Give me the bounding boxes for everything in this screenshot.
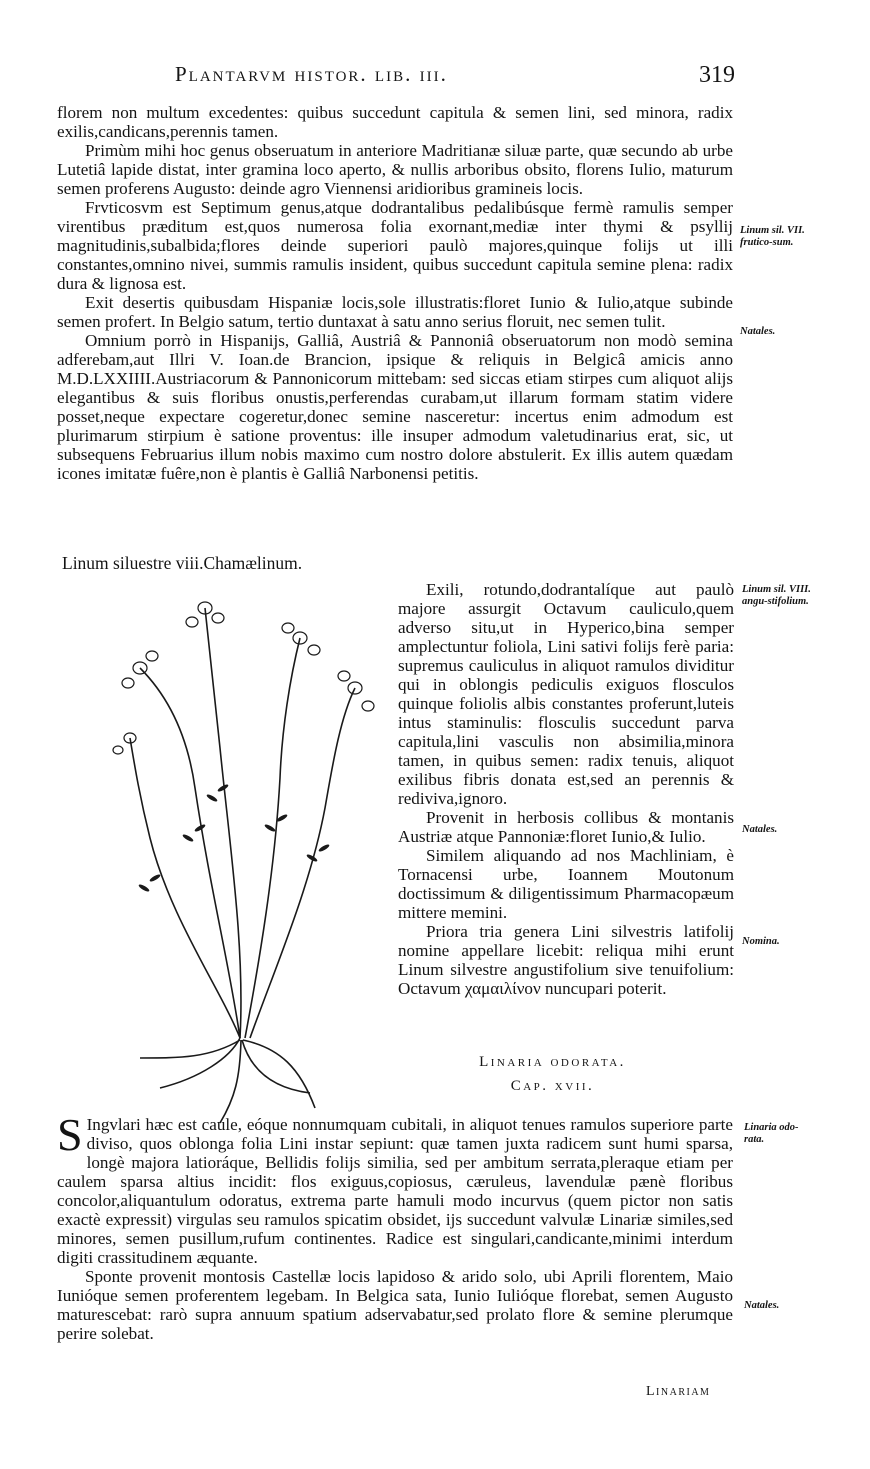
paragraph-text: Ingvlari hæc est caule, eóque nonnumquam cubitali, in aliquot tenues ramulos superiore parte diviso, quos oblonga folia Lini instar sepiunt: quæ tamen juxta radicem sunt humi sparsa, longè majora latioráque, Bellidis folijs similia, sed per ambitum serrata,pleraque etiam per caulem sparsa altius incidit: flos exiguus,copiosus, cæruleus, lavendulæ pænè floribus concolor,aliquantulum odoratus, extrema parte hamuli modo incurvus (quem pictor non satis exactè expressit) virgulas seu ramulos spicatim obsidet, ijs succedunt valvulæ Linariæ similes,sed minores, semen pusillum,rufum continentes. Radice est singulari,candicante,minimi interdum digiti crassitudinem æquante. bbox=[57, 1115, 733, 1267]
paragraph: Primùm mihi hoc genus obseruatum in anteriore Madritianæ siluæ parte, quæ secundo ab urbe Lutetiâ lapide distat, inter gramina loco aperto, & nullis arboribus obsito, florens Iulio, maturum semen proferens Augusto: deinde agro Viennensi aridioribus gramineis locis. bbox=[57, 141, 733, 198]
margin-note: Nomina. bbox=[742, 936, 780, 947]
paragraph bbox=[57, 1109, 733, 1267]
margin-note: Linum sil. VIII. angu-stifolium. bbox=[742, 584, 811, 607]
chapter-title: Linaria odorata. bbox=[479, 1054, 626, 1070]
body-right bbox=[398, 580, 734, 998]
running-head bbox=[175, 62, 735, 87]
body-bottom bbox=[57, 1109, 733, 1343]
chapter-number: Cap. xvii. bbox=[510, 1078, 595, 1094]
paragraph: Exit desertis quibusdam Hispaniæ locis,sole illustratis:floret Iunio & Iulio,atque subinde semen profert. In Belgio satum, tertio duntaxat à satu anno serius floruit, nec semen tulit. bbox=[57, 293, 733, 331]
paragraph: Provenit in herbosis collibus & montanis Austriæ atque Pannoniæ:floret Iunio,& Iulio. bbox=[398, 808, 734, 846]
figure-caption: Linum siluestre viii.Chamælinum. bbox=[62, 553, 303, 573]
body-top bbox=[57, 103, 733, 483]
paragraph: Omnium porrò in Hispanijs, Galliâ, Austriâ & Pannoniâ obseruatorum non modò semina adferebam,aut Illri V. Ioan.de Brancion, ipsique & reliquis in Belgicâ amicis anno M.D.LXXIIII.Austriacorum & Pannonicorum mittebam: sed siccas etiam stirpes cum aliquot alijs elegantibus & suis floribus onustis,perferendas curabam,ut illarum formam statim videre posset,neque expectare cogeretur,donec semine nasceretur: incertus enim admodum est plurimarum stirpium è satione proventus: ille insuper admodum valetudinarius erat, sic, ut subsequens Februarius illum nobis maximo cum nostro dolore abstulerit. Ex illis autem quædam icones imitatæ fuêre,non è plantis è Galliâ Narbonensi petitis. bbox=[57, 331, 733, 483]
paragraph: Exili, rotundo,dodrantalíque aut paulò majore assurgit Octavum cauliculo,quem adverso situ,ut in Hyperico,bina semper amplectuntur foliola, Lini sativi folijs ferè paria: supremus cauliculus in aliquot ramulos dividitur qui in oblongis pediculis exiguos flosculos quinque foliolis albis constantes proferunt,luteis intus staminulis: flosculis succedunt parva capitula,lini vasculis non absimilia,minora tamen, in quibus semen: radix tenuis, aliquot exilibus fibris donata est,sed an perennis & rediviva,ignoro. bbox=[398, 580, 734, 808]
catchword: Linariam bbox=[646, 1384, 711, 1399]
margin-note: Linum sil. VII. frutico-sum. bbox=[740, 225, 805, 248]
plant-illustration bbox=[100, 588, 390, 1128]
paragraph: Priora tria genera Lini silvestris latifolij nomine appellare licebit: reliqua mihi erunt Linum silvestre angustifolium sive tenuifolium: Octavum χαμαιλίνον nuncupari poterit. bbox=[398, 922, 734, 998]
margin-note: Natales. bbox=[740, 326, 776, 337]
running-title: Plantarvm histor. lib. iii. bbox=[175, 62, 448, 86]
paragraph: Similem aliquando ad nos Machliniam, è Tornacensi urbe, Ioannem Moutonum doctissimum & diligentissimum Pharmacopæum mittere memini. bbox=[398, 846, 734, 922]
margin-note: Natales. bbox=[742, 824, 778, 835]
margin-note: Natales. bbox=[744, 1300, 780, 1311]
drop-cap: S bbox=[57, 1109, 83, 1160]
page-number: 319 bbox=[699, 62, 735, 88]
paragraph: Sponte provenit montosis Castellæ locis lapidoso & arido solo, ubi Aprili florentem, Maio Iunióque semen proferentem legebam. In Belgica sata, Iunio Iulióque florebat, semen Augusto maturescebat: rarò supra annuum spatium adservabatur,sed prolato flore & semine plerumque perire solebat. bbox=[57, 1267, 733, 1343]
paragraph: Frvticosvm est Septimum genus,atque dodrantalibus pedalibúsque fermè ramulis semper virentibus præditum est,quos numerosa folia exornant,mediæ inter thymi & psyllij magnitudinis,subalbida;flores deinde superiori paulò majores,quinque folijs ut illi constantes,omnino nivei, summis ramulis insident, quibus succedunt capitula semine plena: radix dura & lignosa est. bbox=[57, 198, 733, 293]
margin-note: Linaria odo-rata. bbox=[744, 1122, 799, 1145]
paragraph-continuation: florem non multum excedentes: quibus succedunt capitula & semen lini, sed minora, radix exilis,candicans,perennis tamen. bbox=[57, 103, 733, 141]
